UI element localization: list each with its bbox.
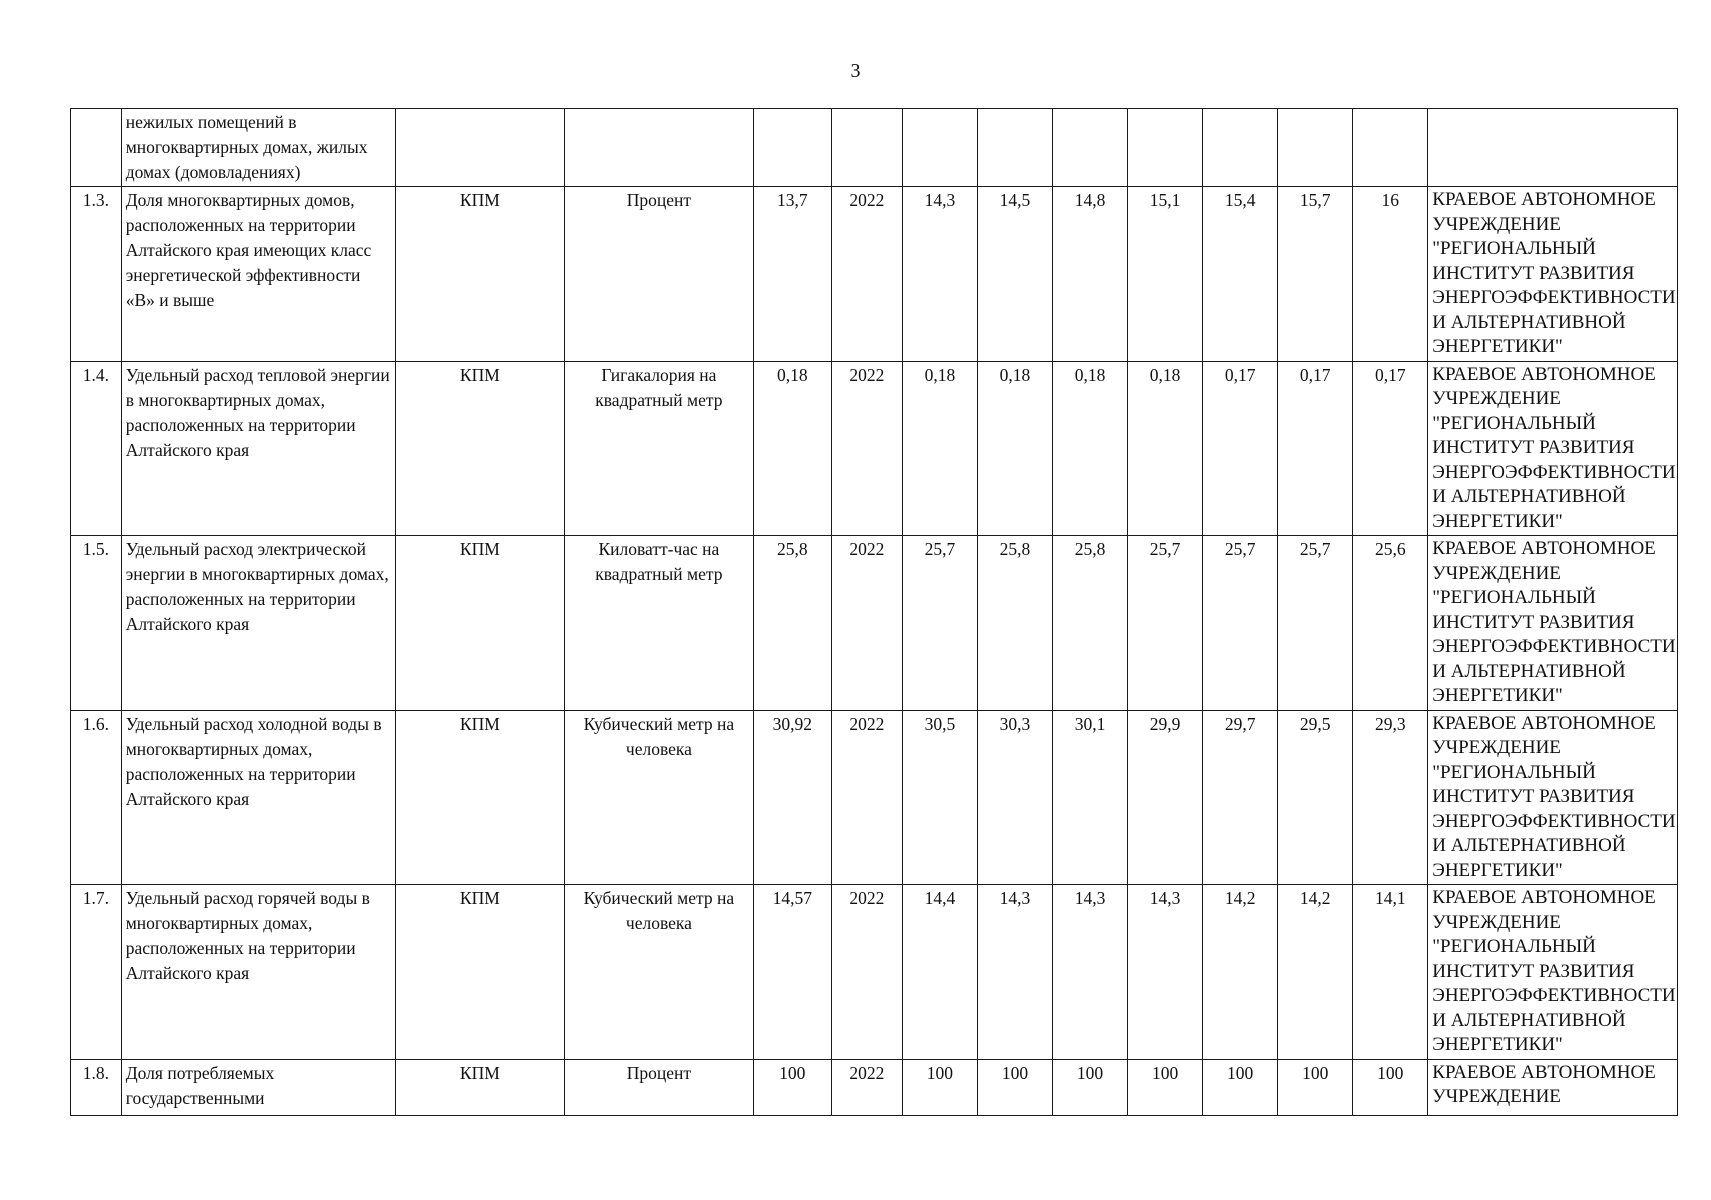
cell-value: 25,7 <box>1278 536 1353 711</box>
cell-type: КПМ <box>395 885 564 1060</box>
cell-value: 25,6 <box>1353 536 1428 711</box>
cell-base-value: 100 <box>753 1059 831 1115</box>
cell-value: 29,7 <box>1203 710 1278 885</box>
cell-base-value: 30,92 <box>753 710 831 885</box>
cell-num: 1.4. <box>71 361 122 536</box>
cell-value <box>1353 109 1428 187</box>
cell-value <box>1203 109 1278 187</box>
cell-value <box>902 109 977 187</box>
cell-responsible: КРАЕВОЕ АВТОНОМНОЕ УЧРЕЖДЕНИЕ "РЕГИОНАЛЬНЫЙ ИНСТИТУТ РАЗВИТИЯ ЭНЕРГОЭФФЕКТИВНОСТИ И АЛЬТЕРНАТИВНОЙ ЭНЕРГЕТИКИ" <box>1428 536 1678 711</box>
cell-type: КПМ <box>395 536 564 711</box>
cell-responsible: КРАЕВОЕ АВТОНОМНОЕ УЧРЕЖДЕНИЕ "РЕГИОНАЛЬНЫЙ ИНСТИТУТ РАЗВИТИЯ ЭНЕРГОЭФФЕКТИВНОСТИ И АЛЬТЕРНАТИВНОЙ ЭНЕРГЕТИКИ" <box>1428 885 1678 1060</box>
cell-value: 14,1 <box>1353 885 1428 1060</box>
table-row <box>71 361 1678 536</box>
cell-type <box>395 109 564 187</box>
cell-base-value: 14,57 <box>753 885 831 1060</box>
cell-unit: Гигакалория на квадратный метр <box>565 361 754 536</box>
cell-unit: Процент <box>565 1059 754 1115</box>
cell-value <box>1128 109 1203 187</box>
cell-value: 0,18 <box>902 361 977 536</box>
table-row <box>71 187 1678 362</box>
cell-indicator-name: Доля потребляемых государственными <box>121 1059 395 1115</box>
cell-responsible: КРАЕВОЕ АВТОНОМНОЕ УЧРЕЖДЕНИЕ "РЕГИОНАЛЬНЫЙ ИНСТИТУТ РАЗВИТИЯ ЭНЕРГОЭФФЕКТИВНОСТИ И АЛЬТЕРНАТИВНОЙ ЭНЕРГЕТИКИ" <box>1428 710 1678 885</box>
cell-value: 100 <box>1128 1059 1203 1115</box>
cell-value: 100 <box>1203 1059 1278 1115</box>
cell-value: 100 <box>1052 1059 1127 1115</box>
cell-type: КПМ <box>395 187 564 362</box>
cell-value: 25,8 <box>977 536 1052 711</box>
cell-value: 15,4 <box>1203 187 1278 362</box>
table-row-continuation <box>71 109 1678 187</box>
cell-value: 29,3 <box>1353 710 1428 885</box>
cell-num: 1.7. <box>71 885 122 1060</box>
cell-unit: Кубический метр на человека <box>565 885 754 1060</box>
cell-value: 14,3 <box>1052 885 1127 1060</box>
table-row <box>71 885 1678 1060</box>
cell-value: 14,4 <box>902 885 977 1060</box>
cell-indicator-name: Удельный расход тепловой энергии в многоквартирных домах, расположенных на территории Алтайского края <box>121 361 395 536</box>
cell-type: КПМ <box>395 361 564 536</box>
cell-value: 0,18 <box>1052 361 1127 536</box>
cell-num <box>71 109 122 187</box>
cell-base-value: 0,18 <box>753 361 831 536</box>
cell-responsible: КРАЕВОЕ АВТОНОМНОЕ УЧРЕЖДЕНИЕ "РЕГИОНАЛЬНЫЙ ИНСТИТУТ РАЗВИТИЯ ЭНЕРГОЭФФЕКТИВНОСТИ И АЛЬТЕРНАТИВНОЙ ЭНЕРГЕТИКИ" <box>1428 361 1678 536</box>
cell-value <box>1278 109 1353 187</box>
cell-value: 0,18 <box>977 361 1052 536</box>
cell-value: 14,8 <box>1052 187 1127 362</box>
cell-value: 0,17 <box>1278 361 1353 536</box>
cell-value: 0,17 <box>1353 361 1428 536</box>
cell-value: 29,5 <box>1278 710 1353 885</box>
cell-num: 1.3. <box>71 187 122 362</box>
cell-responsible <box>1428 109 1678 187</box>
indicators-table <box>70 108 1678 1116</box>
cell-unit <box>565 109 754 187</box>
cell-value: 25,7 <box>1128 536 1203 711</box>
cell-value: 14,5 <box>977 187 1052 362</box>
cell-value: 25,7 <box>902 536 977 711</box>
cell-base-year: 2022 <box>831 1059 902 1115</box>
cell-base-value: 25,8 <box>753 536 831 711</box>
cell-type: КПМ <box>395 710 564 885</box>
cell-num: 1.8. <box>71 1059 122 1115</box>
cell-value: 14,3 <box>977 885 1052 1060</box>
cell-base-value <box>753 109 831 187</box>
cell-responsible: КРАЕВОЕ АВТОНОМНОЕ УЧРЕЖДЕНИЕ <box>1428 1059 1678 1115</box>
cell-value: 0,18 <box>1128 361 1203 536</box>
cell-value <box>977 109 1052 187</box>
cell-indicator-name: Удельный расход горячей воды в многоквартирных домах, расположенных на территории Алтайского края <box>121 885 395 1060</box>
cell-value: 100 <box>902 1059 977 1115</box>
cell-value: 14,3 <box>902 187 977 362</box>
table-row <box>71 536 1678 711</box>
cell-value: 25,7 <box>1203 536 1278 711</box>
cell-base-value: 13,7 <box>753 187 831 362</box>
cell-base-year: 2022 <box>831 885 902 1060</box>
cell-responsible: КРАЕВОЕ АВТОНОМНОЕ УЧРЕЖДЕНИЕ "РЕГИОНАЛЬНЫЙ ИНСТИТУТ РАЗВИТИЯ ЭНЕРГОЭФФЕКТИВНОСТИ И АЛЬТЕРНАТИВНОЙ ЭНЕРГЕТИКИ" <box>1428 187 1678 362</box>
cell-value: 0,17 <box>1203 361 1278 536</box>
cell-value: 100 <box>1353 1059 1428 1115</box>
cell-value: 29,9 <box>1128 710 1203 885</box>
cell-value: 25,8 <box>1052 536 1127 711</box>
cell-value: 30,5 <box>902 710 977 885</box>
cell-value: 100 <box>1278 1059 1353 1115</box>
cell-indicator-name: Доля многоквартирных домов, расположенных на территории Алтайского края имеющих класс энергетической эффективности «В» и выше <box>121 187 395 362</box>
cell-base-year: 2022 <box>831 710 902 885</box>
cell-base-year: 2022 <box>831 536 902 711</box>
cell-value: 15,1 <box>1128 187 1203 362</box>
cell-value: 30,3 <box>977 710 1052 885</box>
cell-unit: Процент <box>565 187 754 362</box>
cell-value: 14,3 <box>1128 885 1203 1060</box>
cell-indicator-name: нежилых помещений в многоквартирных домах, жилых домах (домовладениях) <box>121 109 395 187</box>
cell-base-year: 2022 <box>831 187 902 362</box>
cell-base-year: 2022 <box>831 361 902 536</box>
cell-value: 15,7 <box>1278 187 1353 362</box>
cell-indicator-name: Удельный расход электрической энергии в многоквартирных домах, расположенных на территории Алтайского края <box>121 536 395 711</box>
cell-type: КПМ <box>395 1059 564 1115</box>
cell-indicator-name: Удельный расход холодной воды в многоквартирных домах, расположенных на территории Алтайского края <box>121 710 395 885</box>
cell-unit: Киловатт-час на квадратный метр <box>565 536 754 711</box>
cell-num: 1.6. <box>71 710 122 885</box>
cell-value: 100 <box>977 1059 1052 1115</box>
cell-value: 14,2 <box>1278 885 1353 1060</box>
table-row <box>71 710 1678 885</box>
cell-unit: Кубический метр на человека <box>565 710 754 885</box>
cell-base-year <box>831 109 902 187</box>
cell-value: 14,2 <box>1203 885 1278 1060</box>
cell-value: 30,1 <box>1052 710 1127 885</box>
cell-num: 1.5. <box>71 536 122 711</box>
cell-value <box>1052 109 1127 187</box>
table-row <box>71 1059 1678 1115</box>
cell-value: 16 <box>1353 187 1428 362</box>
page-number: 3 <box>850 60 861 82</box>
